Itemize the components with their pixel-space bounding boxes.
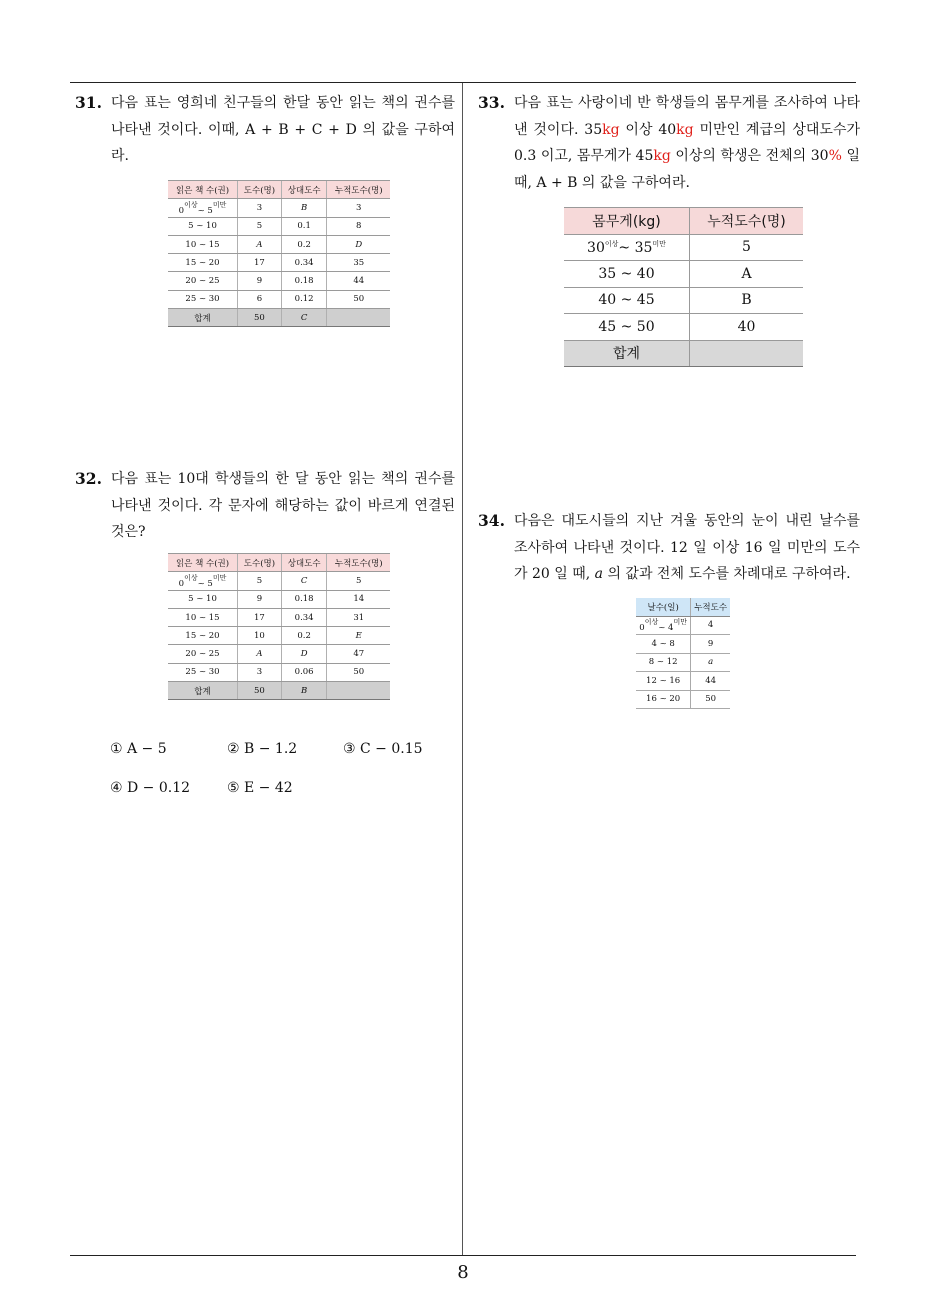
bottom-rule [70,1255,856,1256]
table-header: 누적도수(명) [327,554,390,572]
table-header: 상대도수 [281,181,327,199]
table-row: 8 ~ 12 a [636,653,730,672]
question-32 [75,466,455,546]
question-31 [75,90,455,170]
table-row: $30^{이상}\sim$ $35^{미만}$ 5 [564,234,803,261]
table-row: 5 ~ 10 5 0.1 8 [168,217,390,235]
question-text: 다음 표는 사랑이네 반 학생들의 몸무게를 조사하여 나타낸 것이다. 35kg 이상 40kg 미만인 계급의 상대도수가 0.3 이고, 몸무게가 45kg 이상의 학생은 전체의 30% 일 때, A + B 의 값을 구하여라. [514,95,860,191]
table-row: 12 ~ 16 44 [636,672,730,691]
question-text: 다음 표는 영희네 친구들의 한달 동안 읽는 책의 권수를 나타낸 것이다. 이때, A + B + C + D 의 값을 구하여라. [111,95,455,164]
table-total-row: 합계 [564,340,803,367]
q31-table [168,180,390,327]
table-header: 날수(일) [636,598,691,616]
table-header: 읽은 책 수(권) [168,554,238,572]
choice-2[interactable]: ② B − 1.2 [227,741,298,757]
question-number: 32. [75,469,102,488]
table-row: $0^{이상}\sim$ $4^{미만}$ 4 [636,616,730,635]
table-row: 15 ~ 20 10 0.2 E [168,627,390,645]
column-divider [462,83,463,1255]
table-row: 5 ~ 10 9 0.18 14 [168,590,390,608]
choice-5[interactable]: ⑤ E − 42 [227,780,293,796]
question-number: 33. [478,93,505,112]
table-header: 누적도수(명) [690,208,804,235]
table-row: 25 ~ 30 6 0.12 50 [168,290,390,308]
table-header: 상대도수 [281,554,327,572]
question-34 [478,508,860,588]
table-row: 35 ~ 40 A [564,261,803,288]
question-text: 다음 표는 10대 학생들의 한 달 동안 읽는 책의 권수를 나타낸 것이다. 각 문자에 해당하는 값이 바르게 연결된 것은? [111,471,455,540]
table-row: 10 ~ 15 A 0.2 D [168,235,390,253]
choice-1[interactable]: ① A − 5 [110,741,167,757]
choice-4[interactable]: ④ D − 0.12 [110,780,191,796]
table-row: $0^{이상}\sim$ $5^{미만}$ 3 B 3 [168,199,390,217]
table-row: 15 ~ 20 17 0.34 35 [168,254,390,272]
table-header: 누적도수(명) [327,181,390,199]
table-row: $0^{이상}\sim$ $5^{미만}$ 5 C 5 [168,572,390,590]
table-row: 4 ~ 8 9 [636,635,730,654]
table-header: 몸무게(kg) [564,208,690,235]
page-number: 8 [457,1262,469,1283]
table-total-row: 합계 50 B [168,682,390,700]
choice-3[interactable]: ③ C − 0.15 [343,741,423,757]
table-row: 25 ~ 30 3 0.06 50 [168,663,390,681]
table-row: 10 ~ 15 17 0.34 31 [168,608,390,626]
q32-table [168,553,390,700]
table-row: 16 ~ 20 50 [636,690,730,709]
question-text: 다음은 대도시들의 지난 겨울 동안의 눈이 내린 날수를 조사하여 나타낸 것이다. 12 일 이상 16 일 미만의 도수가 20 일 때, a 의 값과 전체 도수를 차례대로 구하여라. [514,513,860,582]
question-33 [478,90,860,196]
top-rule [70,82,856,83]
table-row: 45 ~ 50 40 [564,314,803,341]
table-row: 20 ~ 25 A D 47 [168,645,390,663]
q33-table [564,207,803,367]
table-header: 누적도수 [691,598,730,616]
table-header: 도수(명) [238,181,282,199]
table-row: 20 ~ 25 9 0.18 44 [168,272,390,290]
question-number: 34. [478,511,505,530]
table-total-row: 합계 50 C [168,309,390,327]
question-number: 31. [75,93,102,112]
table-header: 읽은 책 수(권) [168,181,238,199]
table-row: 40 ~ 45 B [564,287,803,314]
q34-table [636,598,730,709]
table-header: 도수(명) [238,554,282,572]
